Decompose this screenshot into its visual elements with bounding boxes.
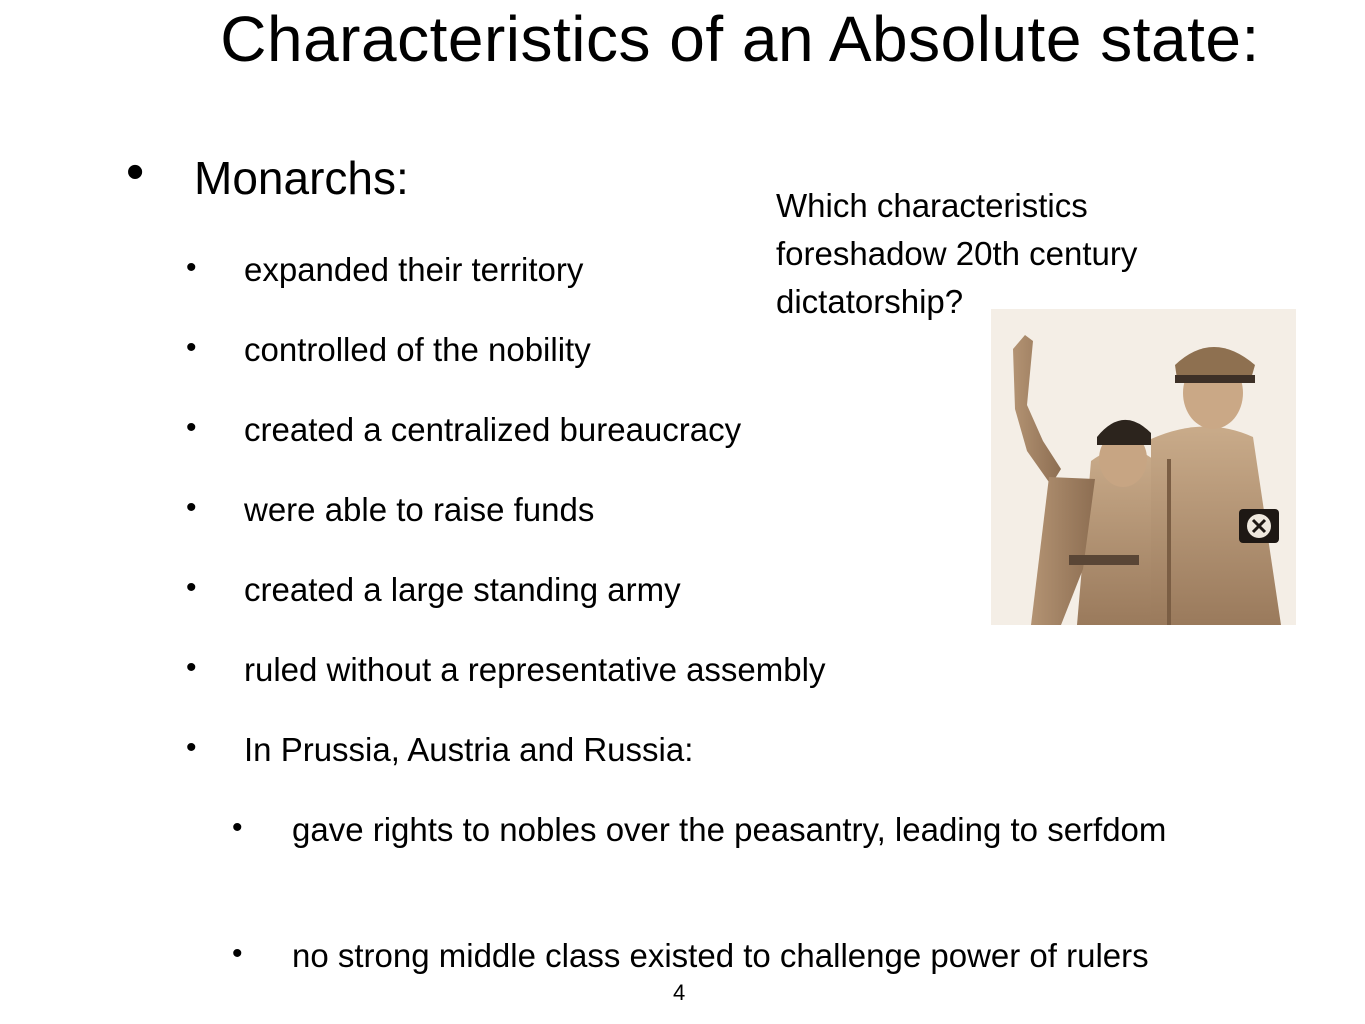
slide-title: Characteristics of an Absolute state: xyxy=(220,3,1260,75)
bullet-marker: • xyxy=(232,811,243,844)
bullet-marker: • xyxy=(186,571,197,604)
bullet-text: created a large standing army xyxy=(244,571,681,608)
bullet-marker: • xyxy=(186,651,197,684)
bullet-text: created a centralized bureaucracy xyxy=(244,411,742,448)
bullet-marker: • xyxy=(186,731,197,764)
bullet-marker: • xyxy=(186,251,197,284)
bullet-text: In Prussia, Austria and Russia: xyxy=(244,731,694,768)
dictators-photo-illustration xyxy=(991,309,1296,625)
sub-bullet-item xyxy=(232,936,1232,976)
sub-bullet-text: gave rights to nobles over the peasantry, leading to serfdom xyxy=(292,811,1167,848)
bullet-text: were able to raise funds xyxy=(244,491,595,528)
bullet-marker: • xyxy=(126,143,145,201)
historical-photo xyxy=(991,309,1296,625)
bullet-text: ruled without a representative assembly xyxy=(244,651,826,688)
monarchs-heading: Monarchs: xyxy=(194,152,409,204)
bullet-marker: • xyxy=(186,331,197,364)
bullet-text: controlled of the nobility xyxy=(244,331,591,368)
sub-bullet-item xyxy=(232,810,1232,850)
page-number: 4 xyxy=(673,980,686,1005)
discussion-question: Which characteristics foreshadow 20th century dictatorship? xyxy=(776,187,1138,320)
bullet-marker: • xyxy=(232,937,243,970)
bullet-text: expanded their territory xyxy=(244,251,584,288)
sub-bullet-text: no strong middle class existed to challenge power of rulers xyxy=(292,937,1149,974)
bullet-marker: • xyxy=(186,411,197,444)
bullet-marker: • xyxy=(186,491,197,524)
